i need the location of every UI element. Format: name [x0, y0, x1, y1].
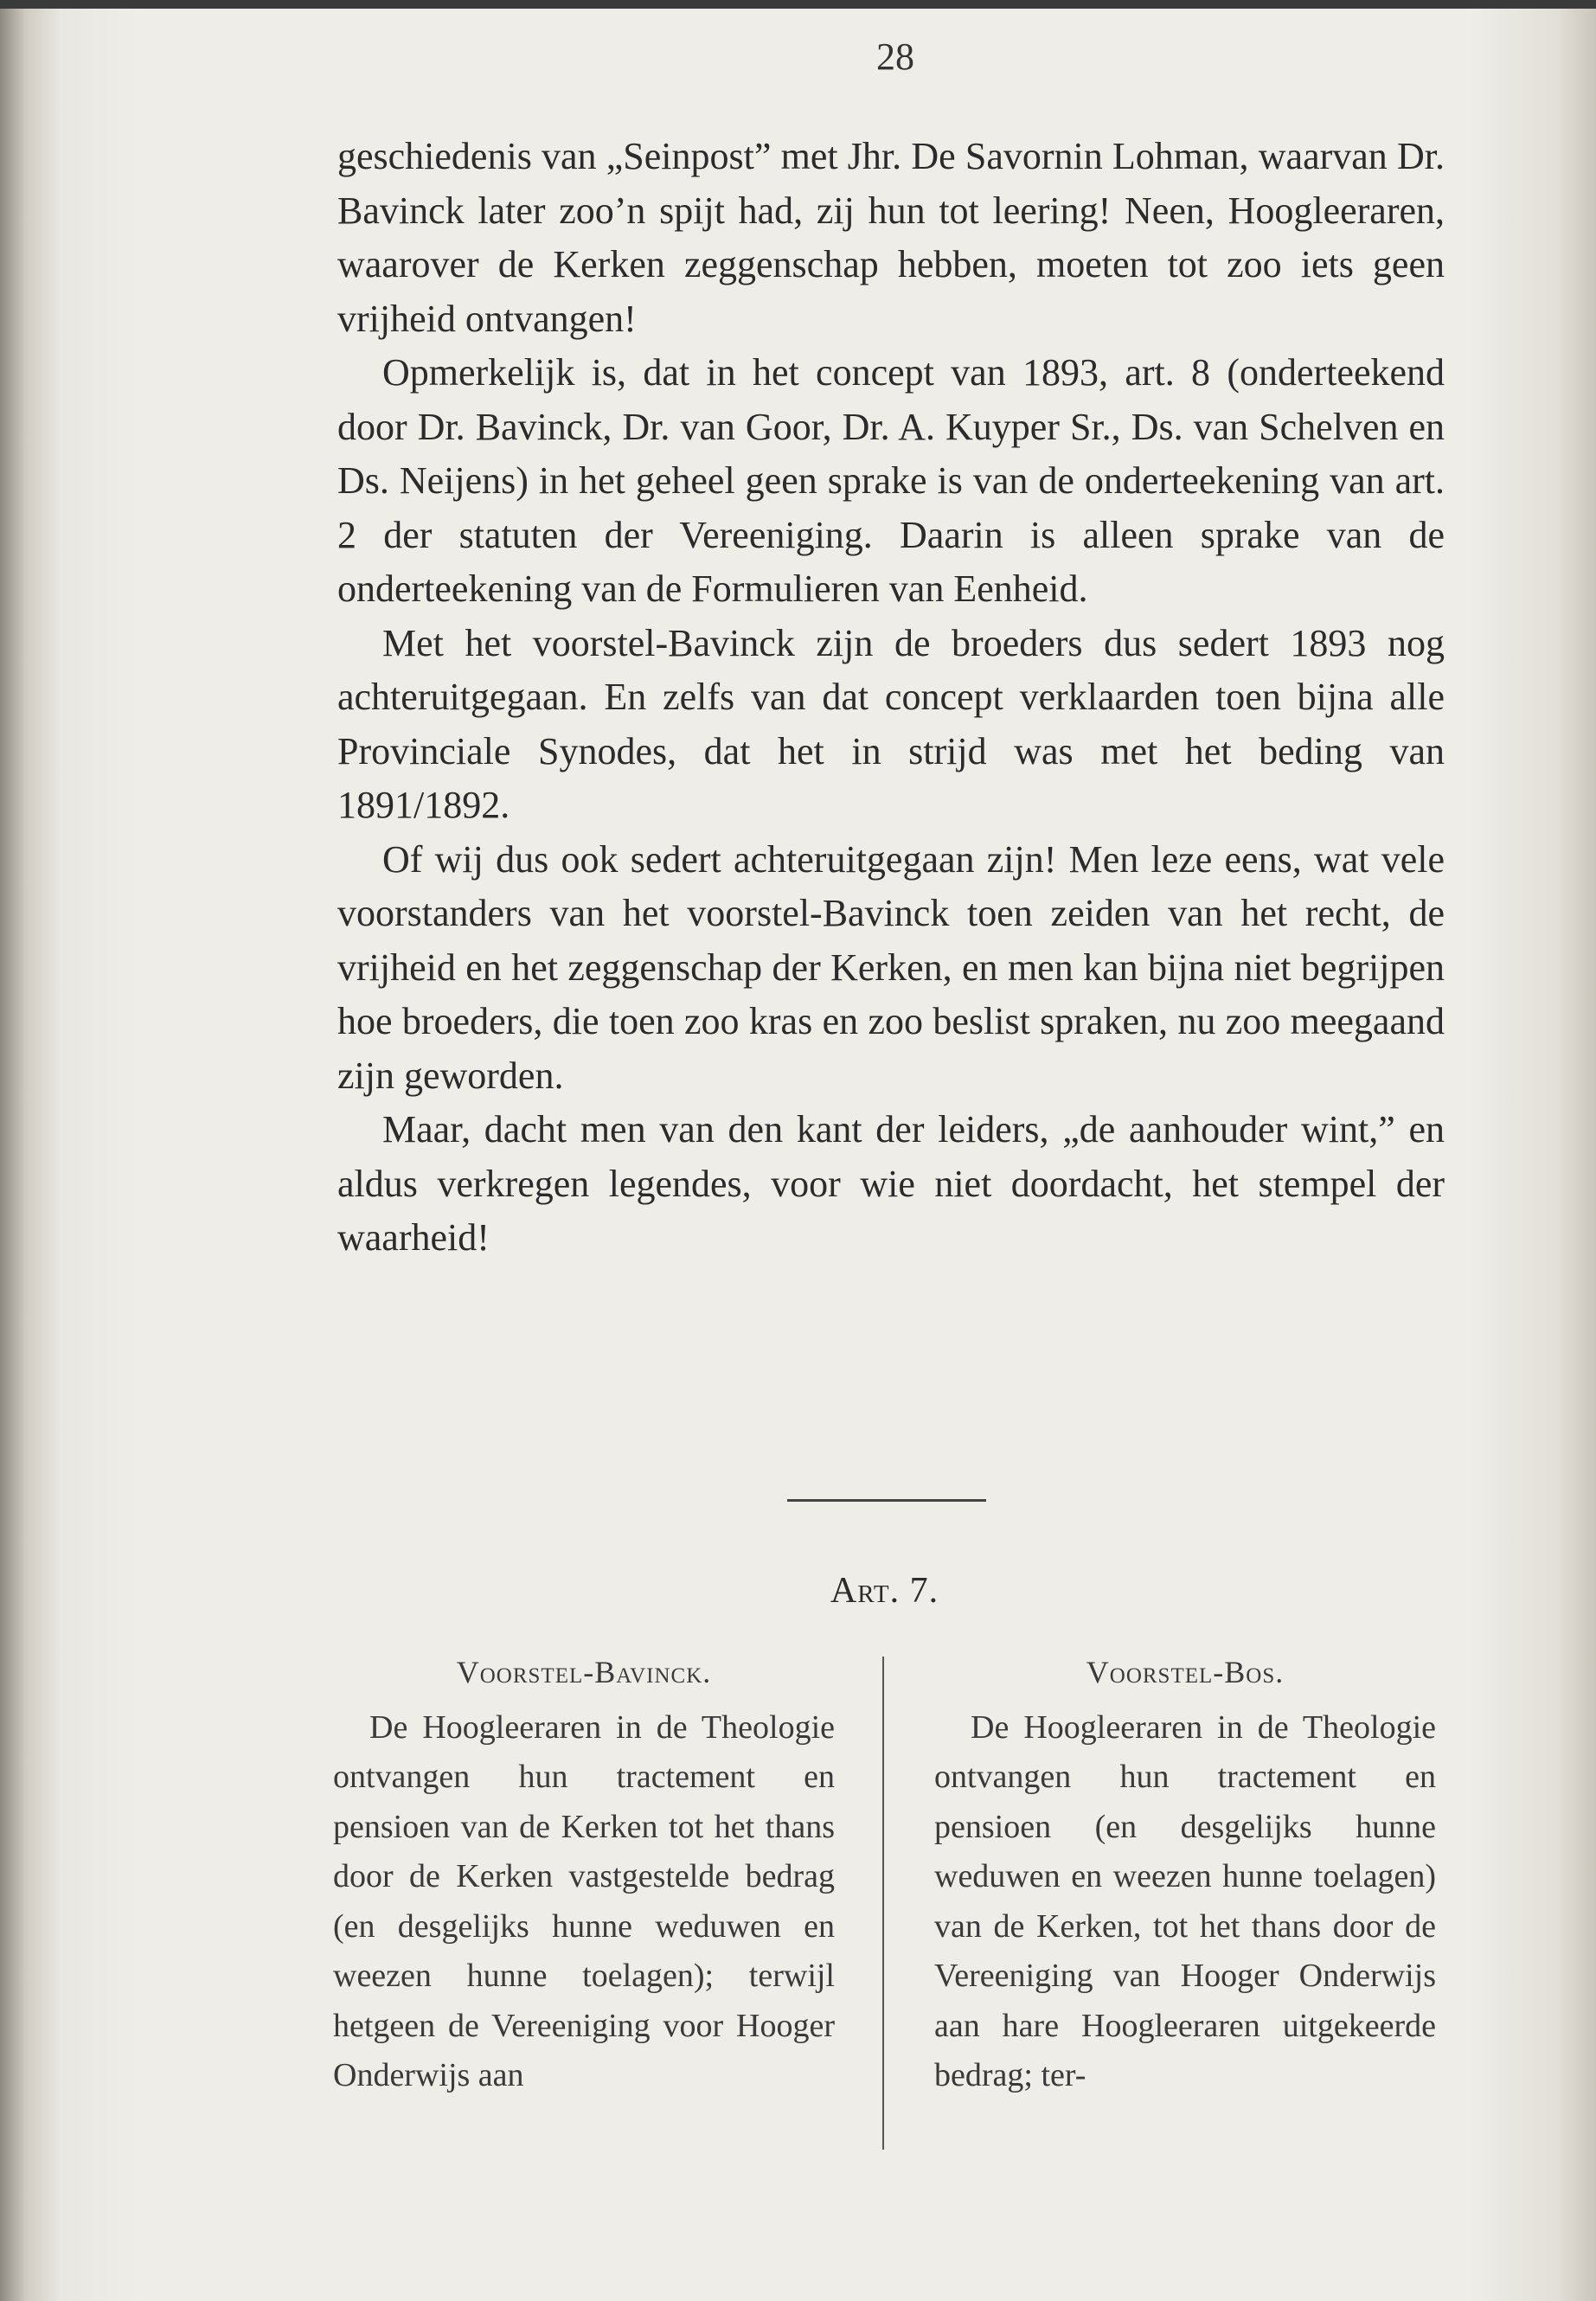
paragraph: Maar, dacht men van den kant der leiders, „de aanhouder wint,” en aldus verkregen legendes, voor wie niet doordacht, het stempel der waarheid!: [337, 1108, 1445, 1259]
article-heading: Art. 7.: [830, 1571, 939, 1611]
paragraph: Of wij dus ook sedert achteruitgegaan zijn! Men leze eens, wat vele voorstanders van het voorstel-Bavinck toen zeiden van het recht, de vrijheid en het zeggenschap der Kerken, en men kan bijna niet begrijpen hoe broeders, die toen zoo kras en zoo beslist spraken, nu zoo meegaand zijn geworden.: [337, 837, 1445, 1097]
section-divider: [787, 1499, 986, 1502]
paragraph: Opmerkelijk is, dat in het concept van 1893, art. 8 (onderteekend door Dr. Bavinck, Dr. van Goor, Dr. A. Kuyper Sr., Ds. van Schelven en Ds. Neijens) in het geheel geen sprake is van de onderteekening van art. 2 der statuten der Vereeniging. Daarin is alleen sprake van de onderteekening van de Formulieren van Eenheid.: [337, 351, 1445, 610]
column-divider: [882, 1657, 884, 2150]
page-number: 28: [876, 35, 914, 78]
left-column-heading: Voorstel-Bavinck.: [456, 1655, 712, 1689]
right-column: [934, 1648, 1436, 2101]
left-column: [333, 1648, 835, 2101]
book-page: [0, 9, 1596, 2301]
paragraph: Met het voorstel-Bavinck zijn de broeders dus sedert 1893 nog achteruitgegaan. En zelfs van dat concept verklaarden toen bijna alle Provinciale Synodes, dat het in strijd was met het beding van 1891/1892.: [337, 621, 1445, 826]
paragraph: geschiedenis van „Seinpost” met Jhr. De Savornin Lohman, waarvan Dr. Bavinck later zoo’n spijt had, zij hun tot leering! Neen, Hoogleeraren, waarover de Kerken zeggenschap hebben, moeten tot zoo iets geen vrijheid ontvangen!: [337, 135, 1445, 340]
right-column-heading: Voorstel-Bos.: [1086, 1655, 1285, 1689]
body-text: [337, 130, 1445, 1266]
right-column-text: De Hoogleeraren in de Theologie ontvangen hun tractement en pensioen (en desgelijks hunne weduwen en weezen hunne toelagen) van de Kerken, tot het thans door de Vereeniging van Hooger Onderwijs aan hare Hoogleeraren uitgekeerde bedrag; ter-: [934, 1708, 1436, 2093]
left-column-text: De Hoogleeraren in de Theologie ontvangen hun tractement en pensioen van de Kerken tot het thans door de Kerken vastgestelde bedrag (en desgelijks hunne weduwen en weezen hunne toelagen); terwijl hetgeen de Vereeniging voor Hooger Onderwijs aan: [333, 1708, 835, 2093]
